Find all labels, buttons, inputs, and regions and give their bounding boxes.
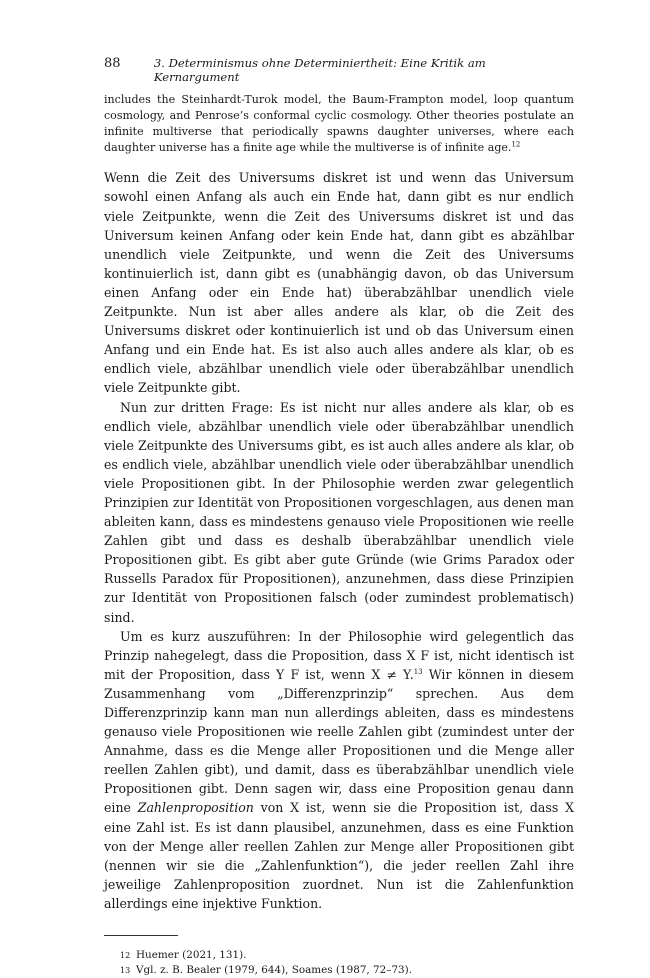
footnote-text: Huemer (2021, 131). (136, 949, 247, 962)
paragraph-3-part-c: von X ist, wenn sie die Proposition ist, dass X eine Zahl ist. Es ist dann plausibel, anzunehmen, dass es eine Funktion von der Menge aller reellen Zahlen zur Menge aller Propositionen gibt (nennen wir sie die „Zahlenfunktion“), die jeder reellen Zahl ihre jeweilige Zahlenproposition zuordnet. Nun ist die Zahlenfunktion allerdings eine injektive Funktion. (104, 800, 575, 911)
book-page (104, 56, 574, 978)
footnote-divider (104, 935, 178, 936)
paragraph-2: Nun zur dritten Frage: Es ist nicht nur alles andere als klar, ob es endlich viele, abzählbar unendlich viele oder überabzählbar unendlich viele Zeitpunkte des Universums gibt, es ist auch alles andere als klar, ob es endlich viele, abzählbar unendlich viele oder überabzählbar unendlich viele Propositionen gibt. In der Philosophie werden zwar gelegentlich Prinzipien zur Identität von Propositionen vorgeschlagen, aus denen man ableiten kann, dass es mindestens genauso viele Propositionen wie reelle Zahlen gibt und dass es deshalb überabzählbar unendlich viele Propositionen gibt. Es gibt aber gute Gründe (wie Grims Paradox oder Russells Paradox für Propositionen), anzunehmen, dass diese Prinzipien zur Identität von Propositionen falsch (oder zumindest problematisch) sind. (104, 399, 574, 625)
paragraph-3-part-a: Um es kurz auszuführen: In der Philosophie wird gelegentlich das Prinzip nahegelegt, dass die Proposition, dass X F ist, nicht identisch ist mit der Proposition, dass Y F ist, wenn X ≠ Y. (104, 628, 574, 682)
paragraph-3-part-b: Wir können in diesem Zusammenhang vom „Differenzprinzip“ sprechen. Aus dem Differenzprinzip kann man nun allerdings ableiten, dass es mindestens genauso viele Propositionen wie reelle Zahlen gibt (zumindest unter der Annahme, dass es die Menge aller Propositionen und die Menge aller reellen Zahlen gibt), und damit, dass es überabzählbar unendlich viele Propositionen gibt. Denn sagen wir, dass eine Proposition genau dann eine (104, 666, 574, 816)
footnote-13 (104, 963, 574, 978)
footnote-12 (104, 948, 574, 963)
quote-text: includes the Steinhardt-Turok model, the Baum-Frampton model, loop quantum cosmology, and Penrose’s conformal cyclic cosmology. Other theories postulate an infinite multiverse that periodically spawns daughter universes, where each daughter universe has a finite age while the multiverse is of infinite age. (104, 93, 574, 155)
page-number: 88 (104, 56, 121, 71)
running-title: 3. Determinismus ohne Determiniertheit: Eine Kritik am Kernargument (153, 56, 486, 84)
footnote-text: Vgl. z. B. Bealer (1979, 644), Soames (1987, 72–73). (136, 964, 413, 977)
body-text (104, 168, 574, 913)
footnote-number: 12 (120, 951, 131, 961)
footnotes (104, 948, 574, 978)
paragraph-3 (104, 627, 574, 913)
paragraph-1: Wenn die Zeit des Universums diskret ist und wenn das Universum sowohl einen Anfang als auch ein Ende hat, dann gibt es nur endlich viele Zeitpunkte, wenn die Zeit des Universums diskret ist und das Universum keinen Anfang oder kein Ende hat, dann gibt es abzählbar unendlich viele Zeitpunkte, und wenn die Zeit des Universums kontinuierlich ist, dann gibt es (unabhängig davon, ob das Universum einen Anfang oder ein Ende hat) überabzählbar unendlich viele Zeitpunkte. Nun ist aber alles andere als klar, ob die Zeit des Universums diskret oder kontinuierlich ist und ob das Universum einen Anfang und ein Ende hat. Es ist also auch alles andere als klar, ob es endlich viele, abzählbar unendlich viele oder überabzählbar unendlich viele Zeitpunkte gibt. (104, 170, 574, 396)
footnote-number: 13 (120, 966, 131, 976)
running-header (104, 56, 574, 84)
block-quote (104, 92, 574, 156)
footnote-ref-12: 12 (511, 140, 521, 149)
footnote-ref-13: 13 (413, 667, 423, 676)
emphasis-zahlenproposition: Zahlenproposition (137, 800, 254, 816)
